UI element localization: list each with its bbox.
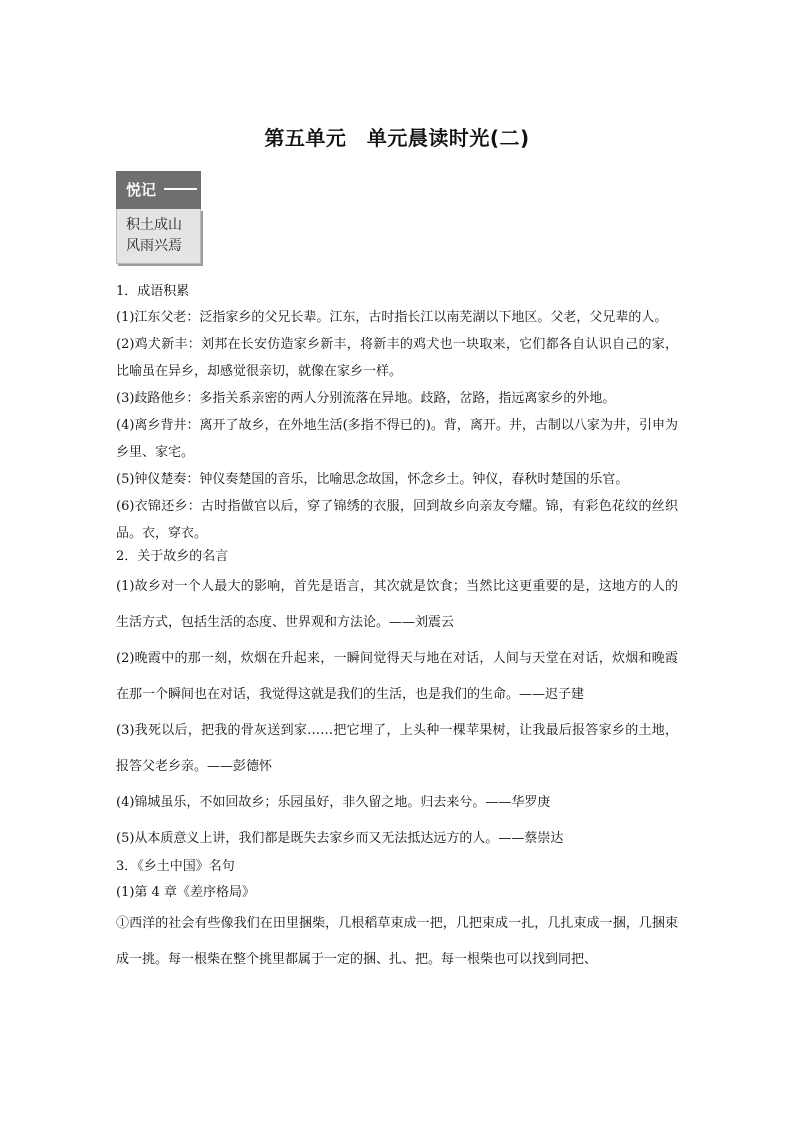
quote-item: (5)从本质意义上讲，我们都是既失去家乡而又无法抵达远方的人。——蔡崇达 <box>116 831 564 846</box>
badge-body <box>116 209 201 264</box>
idiom-item: (5)钟仪楚奏：钟仪奏楚国的音乐，比喻思念故国，怀念乡土。钟仪，春秋时楚国的乐官。 <box>116 472 629 487</box>
quote-item: (3)我死以后，把我的骨灰送到家……把它埋了，上头种一棵苹果树，让我最后报答家乡的土地，报答父老乡亲。——彭德怀 <box>116 723 678 774</box>
section-heading-book: 3．《乡土中国》名句 <box>116 859 235 874</box>
section-badge <box>116 171 201 264</box>
badge-line-1: 积土成山 <box>126 217 182 233</box>
idiom-item: (4)离乡背井：离开了故乡，在外地生活(多指不得已的)。背，离开。井，古制以八家为井，引申为乡里、家宅。 <box>116 418 678 460</box>
idiom-item: (1)江东父老：泛指家乡的父兄长辈。江东，古时指长江以南芜湖以下地区。父老，父兄辈的人。 <box>116 310 668 325</box>
book-quote-item: ①西洋的社会有些像我们在田里捆柴，几根稻草束成一把，几把束成一扎，几扎束成一捆，几捆束成一挑。每一根柴在整个挑里都属于一定的捆、扎、把。每一根柴也可以找到同把、 <box>116 916 678 967</box>
idiom-item: (3)歧路他乡：多指关系亲密的两人分别流落在异地。歧路，岔路，指远离家乡的外地。 <box>116 391 616 406</box>
quote-item: (1)故乡对一个人最大的影响，首先是语言，其次就是饮食；当然比这更重要的是，这地方的人的生活方式，包括生活的态度、世界观和方法论。——刘震云 <box>116 579 678 630</box>
badge-line-2: 风雨兴焉 <box>126 238 182 254</box>
chapter-subheading: (1)第 4 章《差序格局》 <box>116 885 255 900</box>
idiom-item: (6)衣锦还乡：古时指做官以后，穿了锦绣的衣服，回到故乡向亲友夸耀。锦，有彩色花纹的丝织品。衣，穿衣。 <box>116 499 678 541</box>
badge-header <box>116 171 201 209</box>
page-title: 第五单元 单元晨读时光(二) <box>264 126 530 150</box>
badge-title: 悦记 <box>126 181 157 199</box>
section-heading-quotes: 2．关于故乡的名言 <box>116 549 229 564</box>
idiom-item: (2)鸡犬新丰：刘邦在长安仿造家乡新丰，将新丰的鸡犬也一块取来，它们都各自认识自己的家，比喻虽在异乡，却感觉很亲切，就像在家乡一样。 <box>116 337 678 379</box>
quote-item: (4)锦城虽乐，不如回故乡；乐园虽好，非久留之地。归去来兮。——华罗庚 <box>116 795 551 810</box>
quote-item: (2)晚霞中的那一刻，炊烟在升起来，一瞬间觉得天与地在对话，人间与天堂在对话，炊烟和晚霞在那一个瞬间也在对话，我觉得这就是我们的生活，也是我们的生命。——迟子建 <box>116 651 678 702</box>
document-body <box>116 282 678 978</box>
section-heading-idioms: 1．成语积累 <box>116 284 190 299</box>
badge-divider-line <box>164 188 197 190</box>
